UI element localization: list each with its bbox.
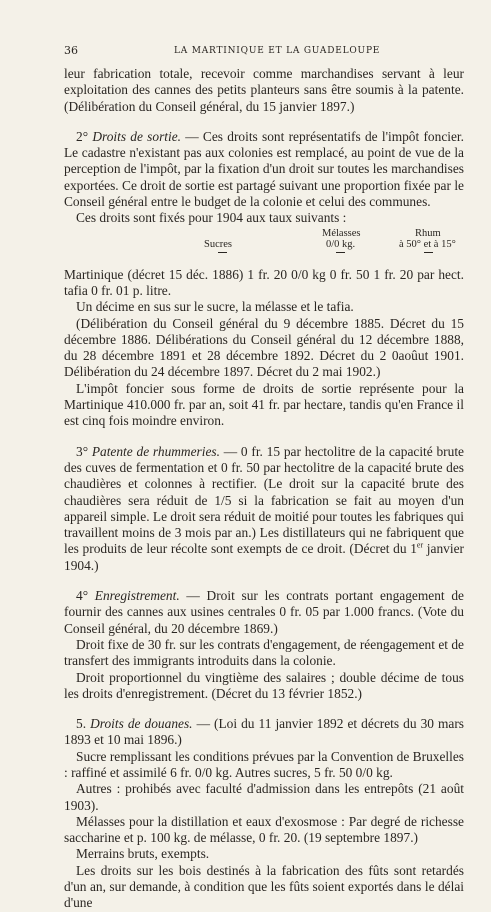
paragraph: Mélasses pour la distillation et eaux d'exosmose : Par degré de richesse saccharine et p. 100 kg. de mélasse, 0 fr. 20. (19 septembre 1897.): [64, 813, 464, 846]
section-title: Enregistrement.: [94, 588, 180, 604]
paragraph: Merrains bruts, exempts.: [76, 846, 210, 862]
paragraph: Les droits sur les bois destinés à la fabrication des fûts sont retardés d'un an, sur demande, à condition que les fûts soient exportés dans le délai d'une: [64, 862, 464, 911]
divider: [218, 252, 227, 253]
section-text: — Ces droits sont représentatifs de l'impôt foncier. Le cadastre n'existant pas aux colonies est remplacé, au point de vue de la perception de l'impôt, par la fixation d'un droit sur toutes les marchandises exportées. Ce droit de sortie est partagé suivant une proportion fixée par le Conseil général entre le budget de la colonie et celui des communes.: [64, 128, 464, 210]
page-number: 36: [64, 44, 78, 57]
paragraph: Ces droits sont fixés pour 1904 aux taux suivants :: [76, 210, 347, 226]
paragraph: Droit fixe de 30 fr. sur les contrats d'engagement, de réengagement et de transfert des immigrants introduits dans la colonie.: [64, 636, 464, 669]
section-number: 2°: [76, 128, 93, 144]
section-droits-de-douanes: [64, 716, 464, 749]
paragraph: Autres : prohibés avec faculté d'admission dans les entrepôts (21 août 1903).: [64, 781, 464, 813]
paragraph: L'impôt foncier sous forme de droits de sortie représente pour la Martinique 410.000 fr. par an, soit 41 fr. par hectare, tandis qu'en France il est cinq fois moindre environ.: [64, 380, 464, 429]
section-enregistrement: [64, 588, 464, 637]
col-sucres-head: Sucres: [204, 238, 232, 250]
paragraph: Droit proportionnel du vingtième des salaires ; double décime de tous les droits d'enregistrement. (Décret du 13 février 1852.): [64, 669, 464, 701]
section-text-end: janvier 1904.): [64, 541, 464, 573]
rates-table-header: [64, 227, 464, 267]
section-number: 3°: [76, 443, 92, 459]
section-title: Droits de douanes.: [90, 716, 193, 732]
col-rhum-head: Rhum: [415, 227, 441, 239]
section-droits-de-sortie: [64, 129, 464, 210]
section-text: — 0 fr. 15 par hectolitre de la capacité brute des cuves de fermentation et 0 fr. 50 par hectolitre de la capacité brute des chaudières et colonnes à rectifier. (Le droit sur la capacité brute des chaudières sera réduit de 1/5 si la fabrication se fait au moyen d'un appareil simple. Le droit sera réduit de moitié pour toutes les fabriques qui travaillent moins de 3 mois par an.) Les distillateurs qui ne fabriquent que les produits de leur récolte sont exempts de ce droit. (Décret du 1: [64, 443, 464, 557]
section-text: — (Loi du 11 janvier 1892 et décrets du 30 mars 1893 et 10 mai 1896.): [64, 716, 465, 748]
running-title: LA MARTINIQUE ET LA GUADELOUPE: [174, 46, 381, 56]
section-number: 5.: [76, 716, 91, 732]
paragraph: leur fabrication totale, recevoir comme marchandises servant à leur exploitation des cannes des petits planteurs sans être soumis à la patente. (Délibération du Conseil général, du 15 janvier 1897.): [64, 66, 464, 114]
section-number: 4°: [76, 588, 95, 604]
section-patente-rhummeries: [64, 444, 464, 574]
paragraph: Martinique (décret 15 déc. 1886) 1 fr. 20 0/0 kg 0 fr. 50 1 fr. 20 par hect. tafia 0 fr. 01 p. litre.: [64, 266, 464, 298]
col-rhum-unit: à 50° et à 15°: [399, 238, 456, 250]
paragraph: (Délibération du Conseil général du 9 décembre 1885. Décret du 15 décembre 1886. Délibérations du Conseil général du 12 décembre 1888, du 28 décembre 1891 et 28 décembre 1892. Décret du 2 0aoûut 1901. Délibération du 24 décembre 1897. Décret du 2 mai 1902.): [64, 315, 464, 380]
page-header: [64, 44, 462, 58]
section-title: Droits de sortie.: [92, 128, 182, 144]
superscript: er: [416, 540, 424, 550]
col-melasses-unit: 0/0 kg.: [326, 238, 356, 250]
paragraph: Sucre remplissant les conditions prévues par la Convention de Bruxelles : raffiné et assimilé 6 fr. 0/0 kg. Autres sucres, 5 fr. 50 0/0 kg.: [64, 748, 464, 780]
section-title: Patente de rhummeries.: [91, 443, 220, 459]
col-melasses-head: Mélasses: [322, 227, 361, 239]
page-body: [64, 66, 464, 912]
divider: [424, 252, 433, 253]
section-text: — Droit sur les contrats portant engagement de fournir des cannes aux usines centrales 0 fr. 05 par 1.000 francs. (Vote du Conseil général, du 20 décembre 1869.): [64, 588, 465, 636]
paragraph: Un décime en sus sur le sucre, la mélasse et le tafia.: [76, 299, 354, 315]
divider: [336, 252, 345, 253]
